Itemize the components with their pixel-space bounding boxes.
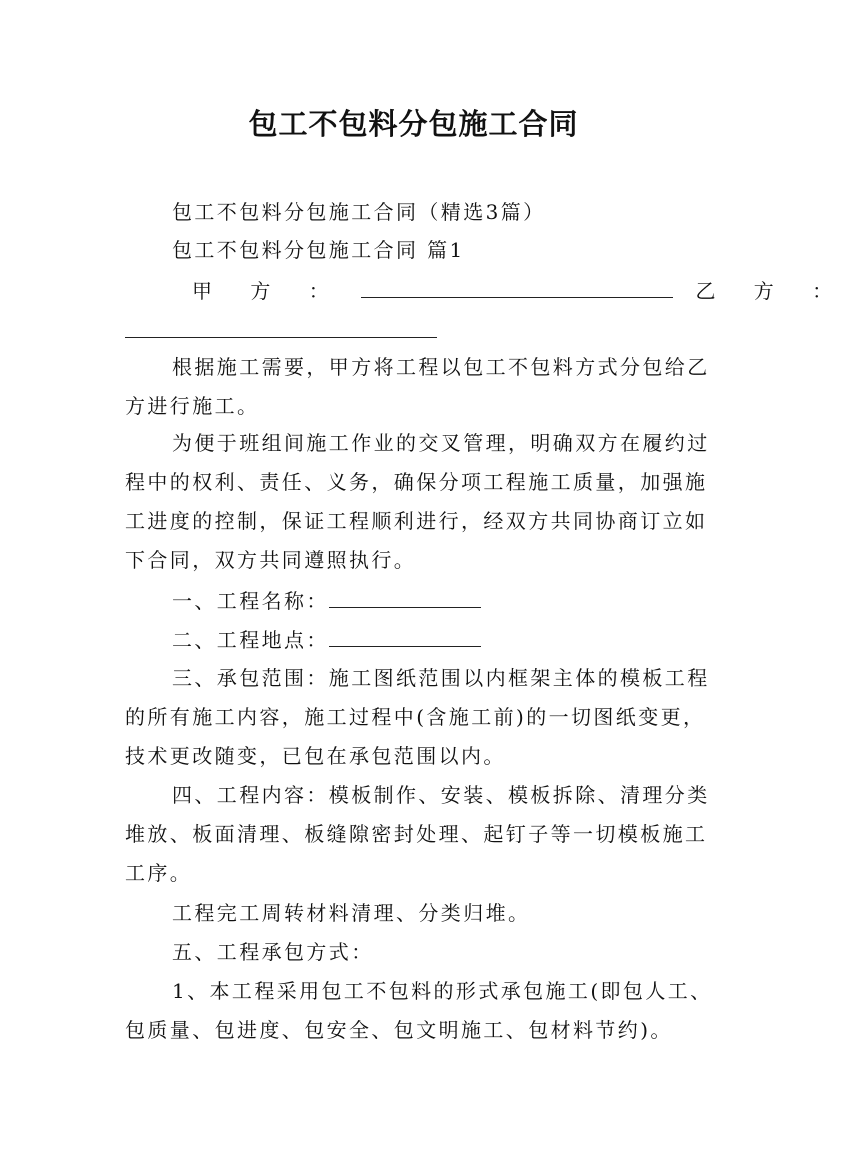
paragraph-line: 工序。 — [125, 861, 193, 885]
section-heading: 包工不包料分包施工合同 篇1 — [172, 238, 465, 262]
paragraph-line: 根据施工需要，甲方将工程以包工不包料方式分包给乙 — [172, 355, 710, 379]
project-location-field — [172, 625, 481, 655]
paragraph-line: 技术更改随变，已包在承包范围以内。 — [125, 744, 506, 768]
project-location-label: 二、工程地点： — [172, 628, 329, 652]
party-b-line — [125, 316, 437, 346]
paragraph-line: 五、工程承包方式： — [172, 940, 374, 964]
paragraph-line: 的所有施工内容，施工过程中(含施工前)的一切图纸变更， — [125, 705, 706, 729]
paragraph-line: 四、工程内容：模板制作、安装、模板拆除、清理分类 — [172, 783, 710, 807]
party-a-label: 甲 方 ： — [192, 279, 345, 303]
party-a-blank[interactable] — [361, 278, 673, 298]
paragraph-line: 工程完工周转材料清理、分类归堆。 — [172, 901, 531, 925]
document-title: 包工不包料分包施工合同 — [248, 107, 579, 141]
paragraph-line: 三、承包范围：施工图纸范围以内框架主体的模板工程 — [172, 666, 710, 690]
paragraph-line: 方进行施工。 — [125, 394, 260, 418]
project-name-field — [172, 586, 481, 616]
paragraph-line: 程中的权利、责任、义务，确保分项工程施工质量，加强施 — [125, 470, 708, 494]
party-b-blank[interactable] — [125, 318, 437, 338]
paragraph-line: 工进度的控制，保证工程顺利进行，经双方共同协商订立如 — [125, 509, 708, 533]
party-b-label: 乙 方 ： — [695, 279, 848, 303]
project-name-blank[interactable] — [329, 588, 481, 608]
paragraph-line: 下合同，双方共同遵照执行。 — [125, 548, 417, 572]
project-name-label: 一、工程名称： — [172, 589, 329, 613]
party-line — [192, 276, 848, 306]
paragraph-line: 包质量、包进度、包安全、包文明施工、包材料节约)。 — [125, 1018, 673, 1042]
paragraph-line: 堆放、板面清理、板缝隙密封处理、起钉子等一切模板施工 — [125, 822, 708, 846]
document-subtitle: 包工不包料分包施工合同（精选3篇） — [172, 200, 546, 224]
paragraph-line: 1、本工程采用包工不包料的形式承包施工(即包人工、 — [172, 979, 713, 1003]
paragraph-line: 为便于班组间施工作业的交叉管理，明确双方在履约过 — [172, 431, 710, 455]
project-location-blank[interactable] — [329, 627, 481, 647]
